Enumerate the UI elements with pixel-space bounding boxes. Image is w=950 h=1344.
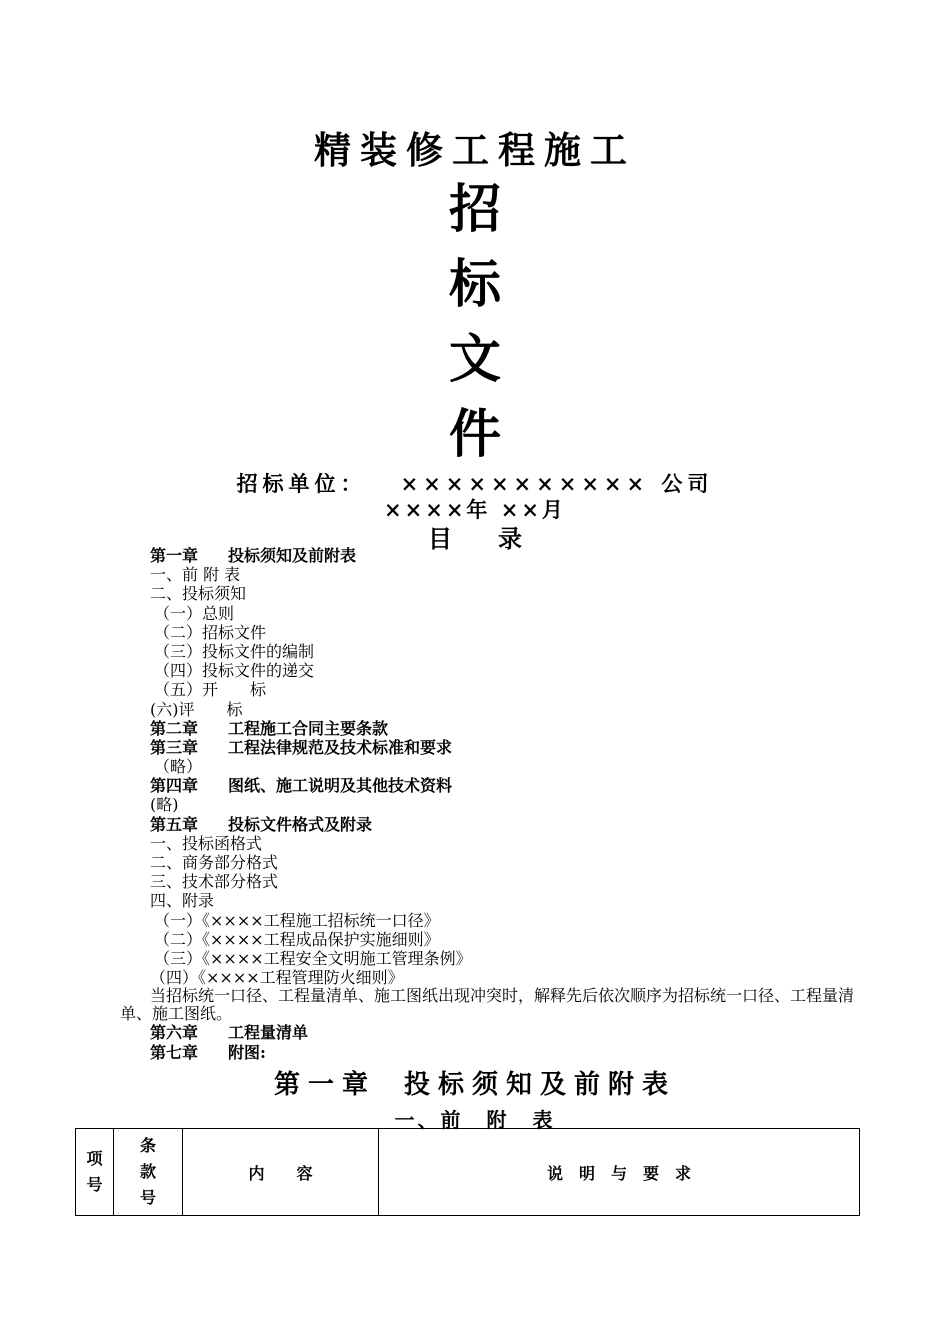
toc-item: （一）总则 <box>154 603 235 623</box>
toc-chapter-number: 第四章 <box>150 776 199 796</box>
table-of-contents <box>120 546 880 1062</box>
toc-chapter-item <box>120 546 880 565</box>
toc-item: （二）招标文件 <box>154 622 267 642</box>
toc-chapter-number: 第三章 <box>150 737 199 757</box>
cover-big-char: 标 <box>448 254 501 315</box>
header-char: 号 <box>86 1175 103 1194</box>
tender-unit-value: ××××××××××× 公司 <box>400 471 714 496</box>
table-header-row <box>76 1129 860 1216</box>
toc-item: （二）《××××工程成品保护实施细则》 <box>154 929 440 949</box>
toc-chapter-text: 工程施工合同主要条款 <box>228 718 389 738</box>
toc-chapter-number: 第七章 <box>150 1042 199 1062</box>
toc-item: （三）投标文件的编制 <box>154 641 315 661</box>
toc-chapter-item <box>120 1023 880 1042</box>
header-char: 条 <box>139 1136 156 1155</box>
toc-chapter-item <box>120 738 880 757</box>
front-attached-table <box>75 1128 860 1216</box>
cover-big-char: 文 <box>448 329 501 390</box>
header-char: 款 <box>139 1162 156 1181</box>
toc-item: 一、前 附 表 <box>150 565 241 585</box>
toc-chapter-item <box>120 1043 880 1062</box>
toc-item: 二、商务部分格式 <box>150 853 279 872</box>
toc-item: 三、技术部分格式 <box>150 872 279 892</box>
toc-chapter-number: 第六章 <box>150 1023 199 1043</box>
toc-item: （四）《××××工程管理防火细则》 <box>150 968 404 988</box>
toc-chapter-text: 附图: <box>228 1042 266 1062</box>
toc-title: 目 录 <box>428 524 522 553</box>
chapter-title <box>0 1064 950 1101</box>
toc-chapter-item <box>120 776 880 795</box>
header-item-no <box>76 1129 114 1216</box>
section-title: 一、前 附 表 <box>394 1108 556 1132</box>
toc-chapter-text: 投标须知及前附表 <box>228 546 357 565</box>
toc-chapter-item <box>120 815 880 834</box>
toc-chapter-number: 第一章 <box>150 546 199 565</box>
toc-item: 二、投标须知 <box>150 584 247 604</box>
header-content: 内 容 <box>183 1129 379 1216</box>
toc-item: 四、附录 <box>150 891 215 911</box>
toc-chapter-item <box>120 719 880 738</box>
toc-item: （四）投标文件的递交 <box>154 661 315 681</box>
toc-chapter-number: 第五章 <box>150 814 199 834</box>
header-clause-no <box>114 1129 183 1216</box>
toc-item: (略) <box>150 795 179 815</box>
toc-item: （略） <box>154 757 203 777</box>
toc-note: 当招标统一口径、工程量清单、施工图纸出现冲突时，解释先后依次顺序为招标统一口径、工程量清单、施工图纸。 <box>120 986 855 1024</box>
tender-date: ××××年 ××月 <box>384 497 566 522</box>
toc-chapter-text: 工程法律规范及技术标准和要求 <box>228 737 453 757</box>
header-description: 说 明 与 要 求 <box>379 1129 860 1216</box>
toc-item: （一）《××××工程施工招标统一口径》 <box>154 910 440 930</box>
header-char: 号 <box>139 1188 156 1207</box>
toc-chapter-text: 投标文件格式及附录 <box>228 814 373 834</box>
toc-chapter-number: 第二章 <box>150 718 199 738</box>
tender-unit-label: 招标单位： <box>236 471 367 496</box>
toc-item: （三）《××××工程安全文明施工管理条例》 <box>154 948 472 968</box>
toc-item: 一、投标函格式 <box>150 833 263 853</box>
cover-big-char: 招 <box>448 179 501 240</box>
chapter-name: 投标须知及前附表 <box>404 1070 677 1100</box>
header-char: 项 <box>86 1149 103 1168</box>
cover-big-char: 件 <box>448 404 501 465</box>
toc-item: （五）开 标 <box>154 680 267 700</box>
toc-chapter-text: 图纸、施工说明及其他技术资料 <box>228 776 453 796</box>
chapter-number: 第一章 <box>273 1070 376 1100</box>
cover-title: 精装修工程施工 <box>314 128 636 172</box>
toc-item: (六)评 标 <box>150 699 243 719</box>
toc-chapter-text: 工程量清单 <box>228 1023 309 1043</box>
